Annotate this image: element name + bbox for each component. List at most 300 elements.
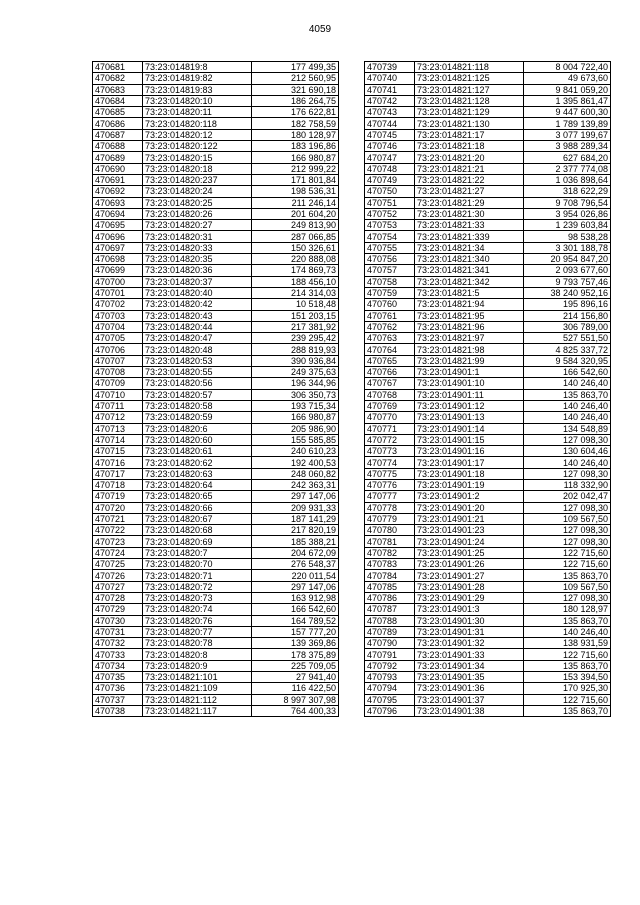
row-number-cell: 470740 (365, 73, 415, 84)
value-cell: 527 551,50 (524, 333, 611, 344)
row-number-cell: 470773 (365, 446, 415, 457)
value-cell: 166 542,60 (524, 367, 611, 378)
row-number-cell: 470692 (93, 186, 143, 197)
table-row (93, 107, 339, 118)
value-cell: 220 888,08 (252, 254, 339, 265)
cadastral-number-cell: 73:23:014820:58 (143, 400, 252, 411)
row-number-cell: 470731 (93, 626, 143, 637)
table-row (365, 525, 611, 536)
row-number-cell: 470712 (93, 412, 143, 423)
table-row (93, 389, 339, 400)
cadastral-number-cell: 73:23:014821:130 (415, 118, 524, 129)
table-row (365, 152, 611, 163)
cadastral-number-cell: 73:23:014820:77 (143, 626, 252, 637)
value-cell: 249 375,63 (252, 367, 339, 378)
table-row (365, 129, 611, 140)
table-row (365, 581, 611, 592)
table-row (365, 321, 611, 332)
cadastral-number-cell: 73:23:014821:22 (415, 174, 524, 185)
row-number-cell: 470721 (93, 513, 143, 524)
cadastral-number-cell: 73:23:014820:71 (143, 570, 252, 581)
table-row (365, 231, 611, 242)
value-cell: 157 777,20 (252, 626, 339, 637)
value-cell: 8 997 307,98 (252, 694, 339, 705)
value-cell: 10 518,48 (252, 299, 339, 310)
value-cell: 1 036 898,64 (524, 174, 611, 185)
cadastral-number-cell: 73:23:014820:66 (143, 502, 252, 513)
row-number-cell: 470690 (93, 163, 143, 174)
table-row (365, 660, 611, 671)
row-number-cell: 470707 (93, 355, 143, 366)
row-number-cell: 470717 (93, 468, 143, 479)
cadastral-number-cell: 73:23:014820:7 (143, 547, 252, 558)
table-row (365, 389, 611, 400)
value-cell: 9 447 600,30 (524, 107, 611, 118)
value-cell: 196 344,96 (252, 378, 339, 389)
row-number-cell: 470764 (365, 344, 415, 355)
table-row (93, 446, 339, 457)
table-row (93, 378, 339, 389)
value-cell: 212 999,22 (252, 163, 339, 174)
table-row (93, 468, 339, 479)
row-number-cell: 470765 (365, 355, 415, 366)
row-number-cell: 470763 (365, 333, 415, 344)
table-row (365, 592, 611, 603)
value-cell: 135 863,70 (524, 570, 611, 581)
value-cell: 1 239 603,84 (524, 220, 611, 231)
table-row (365, 479, 611, 490)
row-number-cell: 470748 (365, 163, 415, 174)
row-number-cell: 470720 (93, 502, 143, 513)
table-row (365, 208, 611, 219)
row-number-cell: 470779 (365, 513, 415, 524)
value-cell: 135 863,70 (524, 705, 611, 716)
table-row (365, 84, 611, 95)
row-number-cell: 470700 (93, 276, 143, 287)
value-cell: 242 363,31 (252, 479, 339, 490)
cadastral-number-cell: 73:23:014820:72 (143, 581, 252, 592)
cadastral-number-cell: 73:23:014901:3 (415, 604, 524, 615)
row-number-cell: 470755 (365, 242, 415, 253)
value-cell: 2 093 677,60 (524, 265, 611, 276)
table-row (365, 344, 611, 355)
value-cell: 139 369,86 (252, 638, 339, 649)
table-row (93, 310, 339, 321)
table-row (365, 626, 611, 637)
cadastral-number-cell: 73:23:014820:35 (143, 254, 252, 265)
left-table-body (93, 62, 339, 717)
value-cell: 127 098,30 (524, 434, 611, 445)
value-cell: 321 690,18 (252, 84, 339, 95)
row-number-cell: 470757 (365, 265, 415, 276)
cadastral-number-cell: 73:23:014820:43 (143, 310, 252, 321)
row-number-cell: 470756 (365, 254, 415, 265)
value-cell: 178 375,89 (252, 649, 339, 660)
cadastral-number-cell: 73:23:014821:34 (415, 242, 524, 253)
cadastral-number-cell: 73:23:014820:67 (143, 513, 252, 524)
row-number-cell: 470782 (365, 547, 415, 558)
table-row (365, 355, 611, 366)
table-row (365, 62, 611, 73)
value-cell: 192 400,53 (252, 457, 339, 468)
value-cell: 166 980,87 (252, 412, 339, 423)
row-number-cell: 470746 (365, 141, 415, 152)
row-number-cell: 470725 (93, 559, 143, 570)
cadastral-number-cell: 73:23:014820:56 (143, 378, 252, 389)
value-cell: 188 456,10 (252, 276, 339, 287)
cadastral-number-cell: 73:23:014820:74 (143, 604, 252, 615)
row-number-cell: 470695 (93, 220, 143, 231)
table-row (365, 412, 611, 423)
value-cell: 135 863,70 (524, 615, 611, 626)
row-number-cell: 470761 (365, 310, 415, 321)
value-cell: 195 896,16 (524, 299, 611, 310)
value-cell: 27 941,40 (252, 672, 339, 683)
value-cell: 187 141,29 (252, 513, 339, 524)
cadastral-number-cell: 73:23:014820:15 (143, 152, 252, 163)
table-row (365, 547, 611, 558)
cadastral-number-cell: 73:23:014901:33 (415, 649, 524, 660)
value-cell: 155 585,85 (252, 434, 339, 445)
row-number-cell: 470738 (93, 705, 143, 716)
cadastral-number-cell: 73:23:014821:125 (415, 73, 524, 84)
row-number-cell: 470792 (365, 660, 415, 671)
value-cell: 217 820,19 (252, 525, 339, 536)
row-number-cell: 470767 (365, 378, 415, 389)
row-number-cell: 470786 (365, 592, 415, 603)
cadastral-number-cell: 73:23:014901:31 (415, 626, 524, 637)
value-cell: 9 584 320,95 (524, 355, 611, 366)
cadastral-number-cell: 73:23:014820:18 (143, 163, 252, 174)
cadastral-number-cell: 73:23:014901:12 (415, 400, 524, 411)
value-cell: 150 326,61 (252, 242, 339, 253)
cadastral-number-cell: 73:23:014820:42 (143, 299, 252, 310)
cadastral-number-cell: 73:23:014901:35 (415, 672, 524, 683)
table-row (365, 423, 611, 434)
row-number-cell: 470793 (365, 672, 415, 683)
cadastral-number-cell: 73:23:014821:339 (415, 231, 524, 242)
table-row (93, 525, 339, 536)
table-row (365, 649, 611, 660)
value-cell: 240 610,23 (252, 446, 339, 457)
value-cell: 214 156,80 (524, 310, 611, 321)
cadastral-number-cell: 73:23:014820:78 (143, 638, 252, 649)
table-row (93, 592, 339, 603)
cadastral-number-cell: 73:23:014820:55 (143, 367, 252, 378)
table-row (93, 141, 339, 152)
cadastral-number-cell: 73:23:014820:6 (143, 423, 252, 434)
table-row (93, 638, 339, 649)
cadastral-number-cell: 73:23:014821:117 (143, 705, 252, 716)
value-cell: 38 240 952,16 (524, 287, 611, 298)
row-number-cell: 470686 (93, 118, 143, 129)
table-row (93, 660, 339, 671)
value-cell: 214 314,03 (252, 287, 339, 298)
value-cell: 627 684,20 (524, 152, 611, 163)
cadastral-number-cell: 73:23:014901:32 (415, 638, 524, 649)
cadastral-number-cell: 73:23:014821:27 (415, 186, 524, 197)
row-number-cell: 470775 (365, 468, 415, 479)
value-cell: 3 301 188,78 (524, 242, 611, 253)
row-number-cell: 470685 (93, 107, 143, 118)
row-number-cell: 470737 (93, 694, 143, 705)
table-row (365, 491, 611, 502)
row-number-cell: 470727 (93, 581, 143, 592)
row-number-cell: 470733 (93, 649, 143, 660)
cadastral-number-cell: 73:23:014820:64 (143, 479, 252, 490)
cadastral-number-cell: 73:23:014901:23 (415, 525, 524, 536)
table-row (93, 118, 339, 129)
table-row (93, 355, 339, 366)
table-row (93, 186, 339, 197)
cadastral-number-cell: 73:23:014821:129 (415, 107, 524, 118)
cadastral-number-cell: 73:23:014901:10 (415, 378, 524, 389)
row-number-cell: 470791 (365, 649, 415, 660)
value-cell: 109 567,50 (524, 513, 611, 524)
row-number-cell: 470703 (93, 310, 143, 321)
cadastral-number-cell: 73:23:014820:27 (143, 220, 252, 231)
value-cell: 1 395 861,47 (524, 95, 611, 106)
value-cell: 288 819,93 (252, 344, 339, 355)
value-cell: 287 066,85 (252, 231, 339, 242)
table-row (93, 570, 339, 581)
cadastral-number-cell: 73:23:014820:65 (143, 491, 252, 502)
row-number-cell: 470683 (93, 84, 143, 95)
row-number-cell: 470696 (93, 231, 143, 242)
row-number-cell: 470784 (365, 570, 415, 581)
cadastral-number-cell: 73:23:014819:8 (143, 62, 252, 73)
cadastral-number-cell: 73:23:014820:9 (143, 660, 252, 671)
cadastral-number-cell: 73:23:014901:15 (415, 434, 524, 445)
row-number-cell: 470795 (365, 694, 415, 705)
row-number-cell: 470770 (365, 412, 415, 423)
cadastral-number-cell: 73:23:014820:10 (143, 95, 252, 106)
table-row (365, 73, 611, 84)
value-cell: 20 954 847,20 (524, 254, 611, 265)
table-row (365, 141, 611, 152)
table-row (93, 547, 339, 558)
cadastral-number-cell: 73:23:014820:122 (143, 141, 252, 152)
page-number: 4059 (308, 24, 332, 35)
value-cell: 306 789,00 (524, 321, 611, 332)
table-row (93, 84, 339, 95)
row-number-cell: 470736 (93, 683, 143, 694)
cadastral-number-cell: 73:23:014821:5 (415, 287, 524, 298)
row-number-cell: 470697 (93, 242, 143, 253)
row-number-cell: 470758 (365, 276, 415, 287)
value-cell: 204 672,09 (252, 547, 339, 558)
table-row (93, 242, 339, 253)
value-cell: 4 825 337,72 (524, 344, 611, 355)
cadastral-number-cell: 73:23:014821:101 (143, 672, 252, 683)
right-table-body (365, 62, 611, 717)
row-number-cell: 470708 (93, 367, 143, 378)
table-row (365, 310, 611, 321)
cadastral-number-cell: 73:23:014901:2 (415, 491, 524, 502)
cadastral-number-cell: 73:23:014820:33 (143, 242, 252, 253)
cadastral-number-cell: 73:23:014821:127 (415, 84, 524, 95)
cadastral-number-cell: 73:23:014820:70 (143, 559, 252, 570)
row-number-cell: 470730 (93, 615, 143, 626)
table-row (93, 479, 339, 490)
cadastral-number-cell: 73:23:014901:38 (415, 705, 524, 716)
value-cell: 135 863,70 (524, 660, 611, 671)
row-number-cell: 470739 (365, 62, 415, 73)
value-cell: 109 567,50 (524, 581, 611, 592)
cadastral-number-cell: 73:23:014901:14 (415, 423, 524, 434)
table-row (365, 672, 611, 683)
value-cell: 249 813,90 (252, 220, 339, 231)
row-number-cell: 470705 (93, 333, 143, 344)
value-cell: 3 954 026,86 (524, 208, 611, 219)
value-cell: 116 422,50 (252, 683, 339, 694)
value-cell: 49 673,60 (524, 73, 611, 84)
value-cell: 140 246,40 (524, 412, 611, 423)
value-cell: 248 060,82 (252, 468, 339, 479)
value-cell: 2 377 774,08 (524, 163, 611, 174)
cadastral-number-cell: 73:23:014820:8 (143, 649, 252, 660)
row-number-cell: 470687 (93, 129, 143, 140)
row-number-cell: 470704 (93, 321, 143, 332)
row-number-cell: 470732 (93, 638, 143, 649)
row-number-cell: 470754 (365, 231, 415, 242)
cadastral-number-cell: 73:23:014820:60 (143, 434, 252, 445)
table-row (365, 174, 611, 185)
value-cell: 1 789 139,89 (524, 118, 611, 129)
value-cell: 209 931,33 (252, 502, 339, 513)
row-number-cell: 470778 (365, 502, 415, 513)
table-row (365, 559, 611, 570)
value-cell: 198 536,31 (252, 186, 339, 197)
cadastral-number-cell: 73:23:014820:53 (143, 355, 252, 366)
table-row (93, 536, 339, 547)
row-number-cell: 470699 (93, 265, 143, 276)
table-row (93, 95, 339, 106)
row-number-cell: 470762 (365, 321, 415, 332)
value-cell: 212 560,95 (252, 73, 339, 84)
row-number-cell: 470768 (365, 389, 415, 400)
table-row (93, 434, 339, 445)
table-row (93, 276, 339, 287)
table-row (93, 321, 339, 332)
row-number-cell: 470710 (93, 389, 143, 400)
value-cell: 122 715,60 (524, 547, 611, 558)
cadastral-number-cell: 73:23:014820:63 (143, 468, 252, 479)
cadastral-number-cell: 73:23:014820:36 (143, 265, 252, 276)
value-cell: 390 936,84 (252, 355, 339, 366)
value-cell: 225 709,05 (252, 660, 339, 671)
table-row (365, 446, 611, 457)
cadastral-number-cell: 73:23:014820:11 (143, 107, 252, 118)
value-cell: 186 264,75 (252, 95, 339, 106)
table-row (93, 615, 339, 626)
value-cell: 166 542,60 (252, 604, 339, 615)
row-number-cell: 470682 (93, 73, 143, 84)
cadastral-number-cell: 73:23:014901:34 (415, 660, 524, 671)
row-number-cell: 470742 (365, 95, 415, 106)
value-cell: 135 863,70 (524, 389, 611, 400)
table-row (93, 299, 339, 310)
table-row (93, 62, 339, 73)
table-row (365, 683, 611, 694)
value-cell: 193 715,34 (252, 400, 339, 411)
row-number-cell: 470783 (365, 559, 415, 570)
row-number-cell: 470719 (93, 491, 143, 502)
cadastral-number-cell: 73:23:014820:26 (143, 208, 252, 219)
value-cell: 174 869,73 (252, 265, 339, 276)
cadastral-number-cell: 73:23:014821:21 (415, 163, 524, 174)
cadastral-number-cell: 73:23:014820:40 (143, 287, 252, 298)
cadastral-number-cell: 73:23:014901:18 (415, 468, 524, 479)
row-number-cell: 470713 (93, 423, 143, 434)
table-row (93, 581, 339, 592)
table-row (93, 265, 339, 276)
cadastral-number-cell: 73:23:014820:237 (143, 174, 252, 185)
value-cell: 130 604,46 (524, 446, 611, 457)
table-row (93, 152, 339, 163)
cadastral-number-cell: 73:23:014820:31 (143, 231, 252, 242)
value-cell: 276 548,37 (252, 559, 339, 570)
row-number-cell: 470772 (365, 434, 415, 445)
cadastral-number-cell: 73:23:014820:48 (143, 344, 252, 355)
value-cell: 164 789,52 (252, 615, 339, 626)
value-cell: 134 548,89 (524, 423, 611, 434)
cadastral-number-cell: 73:23:014821:33 (415, 220, 524, 231)
cadastral-number-cell: 73:23:014820:73 (143, 592, 252, 603)
table-row (93, 513, 339, 524)
cadastral-number-cell: 73:23:014901:1 (415, 367, 524, 378)
table-row (93, 694, 339, 705)
cadastral-number-cell: 73:23:014819:83 (143, 84, 252, 95)
cadastral-number-cell: 73:23:014901:16 (415, 446, 524, 457)
cadastral-number-cell: 73:23:014821:128 (415, 95, 524, 106)
row-number-cell: 470698 (93, 254, 143, 265)
row-number-cell: 470706 (93, 344, 143, 355)
table-row (365, 536, 611, 547)
table-row (93, 502, 339, 513)
table-row (365, 570, 611, 581)
value-cell: 98 538,28 (524, 231, 611, 242)
table-row (93, 604, 339, 615)
table-row (93, 559, 339, 570)
value-cell: 127 098,30 (524, 468, 611, 479)
cadastral-number-cell: 73:23:014821:30 (415, 208, 524, 219)
row-number-cell: 470718 (93, 479, 143, 490)
table-row (93, 208, 339, 219)
cadastral-number-cell: 73:23:014821:94 (415, 299, 524, 310)
value-cell: 185 388,21 (252, 536, 339, 547)
table-row (93, 457, 339, 468)
cadastral-number-cell: 73:23:014821:96 (415, 321, 524, 332)
value-cell: 202 042,47 (524, 491, 611, 502)
row-number-cell: 470735 (93, 672, 143, 683)
table-row (365, 95, 611, 106)
row-number-cell: 470790 (365, 638, 415, 649)
left-cadastral-table (92, 61, 339, 717)
table-row (365, 513, 611, 524)
cadastral-number-cell: 73:23:014821:112 (143, 694, 252, 705)
cadastral-number-cell: 73:23:014901:30 (415, 615, 524, 626)
value-cell: 180 128,97 (524, 604, 611, 615)
value-cell: 220 011,54 (252, 570, 339, 581)
table-row (93, 231, 339, 242)
row-number-cell: 470753 (365, 220, 415, 231)
cadastral-number-cell: 73:23:014821:340 (415, 254, 524, 265)
cadastral-number-cell: 73:23:014901:17 (415, 457, 524, 468)
table-row (365, 265, 611, 276)
row-number-cell: 470709 (93, 378, 143, 389)
right-cadastral-table (364, 61, 611, 717)
